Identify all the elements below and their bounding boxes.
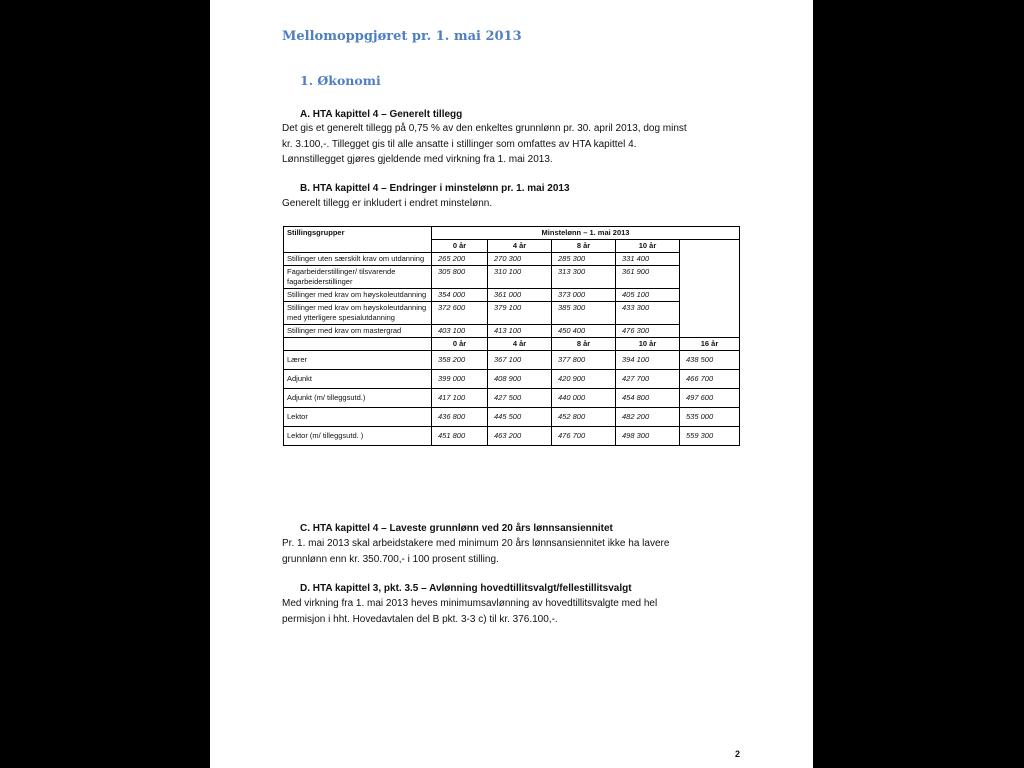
table-cell: 354 000 — [432, 289, 488, 302]
paragraph-line: Med virkning fra 1. mai 2013 heves minimumsavlønning av hovedtillitsvalgte med hel — [282, 598, 658, 609]
table-header-row — [284, 227, 740, 240]
table-cell: 466 700 — [680, 370, 740, 389]
year-header: 0 år — [432, 338, 488, 351]
table-cell: 373 000 — [552, 289, 616, 302]
year-header: 4 år — [488, 338, 552, 351]
row-label: Lektor (m/ tilleggsutd. ) — [284, 427, 432, 446]
table-cell: 270 300 — [488, 253, 552, 266]
table-cell: 361 000 — [488, 289, 552, 302]
table-cell: 438 500 — [680, 351, 740, 370]
paragraph-line: Det gis et generelt tillegg på 0,75 % av den enkeltes grunnlønn pr. 30. april 2013, dog minst — [282, 123, 687, 134]
year-header: 10 år — [616, 240, 680, 253]
table-cell: 403 100 — [432, 325, 488, 338]
heading-d: D. HTA kapittel 3, pkt. 3.5 – Avlønning hovedtillitsvalgt/fellestillitsvalgt — [300, 583, 632, 594]
table-cell: 559 300 — [680, 427, 740, 446]
empty-cell — [680, 240, 740, 338]
table-cell: 436 800 — [432, 408, 488, 427]
row-label: Lektor — [284, 408, 432, 427]
table-row — [284, 389, 740, 408]
table-cell: 305 800 — [432, 266, 488, 289]
row-label: Stillinger med krav om høyskoleutdanning — [284, 289, 432, 302]
table-row — [284, 370, 740, 389]
table-cell: 427 500 — [488, 389, 552, 408]
paragraph-line: kr. 3.100,-. Tillegget gis til alle ansatte i stillinger som omfattes av HTA kapittel 4. — [282, 138, 637, 150]
table-cell: 372 600 — [432, 302, 488, 325]
table-cell: 385 300 — [552, 302, 616, 325]
table-header-row — [284, 338, 740, 351]
table-cell: 452 800 — [552, 408, 616, 427]
year-header: 4 år — [488, 240, 552, 253]
table-cell: 408 900 — [488, 370, 552, 389]
table-cell: 379 100 — [488, 302, 552, 325]
table-cell: 482 200 — [616, 408, 680, 427]
table-row — [284, 253, 740, 266]
table-cell: 498 300 — [616, 427, 680, 446]
heading-a: A. HTA kapittel 4 – Generelt tillegg — [300, 109, 463, 120]
year-header: 8 år — [552, 240, 616, 253]
empty-cell — [284, 338, 432, 351]
table-cell: 417 100 — [432, 389, 488, 408]
table-cell: 358 200 — [432, 351, 488, 370]
table-cell: 310 100 — [488, 266, 552, 289]
table-row — [284, 289, 740, 302]
heading-b: B. HTA kapittel 4 – Endringer i minstelønn pr. 1. mai 2013 — [300, 183, 570, 194]
table-row — [284, 325, 740, 338]
paragraph-b — [282, 196, 492, 212]
table-cell: 451 800 — [432, 427, 488, 446]
table-cell: 463 200 — [488, 427, 552, 446]
section-heading-okonomi: 1. Økonomi — [300, 73, 381, 88]
table-cell: 377 800 — [552, 351, 616, 370]
paragraph-line: permisjon i hht. Hovedavtalen del B pkt. 3-3 c) til kr. 376.100,-. — [282, 613, 558, 625]
table-cell: 535 000 — [680, 408, 740, 427]
year-header: 8 år — [552, 338, 616, 351]
row-label: Stillinger med krav om høyskoleutdanning med ytterligere spesialutdanning — [284, 302, 432, 325]
table-row — [284, 351, 740, 370]
table-cell: 331 400 — [616, 253, 680, 266]
year-header: 0 år — [432, 240, 488, 253]
document-title: Mellomoppgjøret pr. 1. mai 2013 — [282, 29, 522, 44]
table-cell: 367 100 — [488, 351, 552, 370]
page-number: 2 — [735, 749, 741, 759]
row-label: Lærer — [284, 351, 432, 370]
table-cell: 476 300 — [616, 325, 680, 338]
paragraph-d — [282, 596, 657, 627]
paragraph-line: grunnlønn enn kr. 350.700,- i 100 prosent stilling. — [282, 553, 499, 565]
paragraph-c — [282, 536, 669, 567]
row-label: Stillinger uten særskilt krav om utdanning — [284, 253, 432, 266]
table-cell: 454 800 — [616, 389, 680, 408]
table-cell: 394 100 — [616, 351, 680, 370]
table-cell: 405 100 — [616, 289, 680, 302]
table-row — [284, 266, 740, 289]
table-cell: 285 300 — [552, 253, 616, 266]
table-cell: 420 900 — [552, 370, 616, 389]
table-cell: 313 300 — [552, 266, 616, 289]
table-cell: 413 100 — [488, 325, 552, 338]
row-label: Adjunkt (m/ tilleggsutd.) — [284, 389, 432, 408]
table-cell: 440 000 — [552, 389, 616, 408]
table-row — [284, 408, 740, 427]
row-label: Fagarbeiderstillinger/ tilsvarende fagarbeiderstillinger — [284, 266, 432, 289]
table-cell: 497 600 — [680, 389, 740, 408]
column-header-stillingsgrupper: Stillingsgrupper — [284, 227, 432, 253]
year-header: 10 år — [616, 338, 680, 351]
year-header: 16 år — [680, 338, 740, 351]
row-label: Adjunkt — [284, 370, 432, 389]
heading-c: C. HTA kapittel 4 – Laveste grunnlønn ved 20 års lønnsansiennitet — [300, 523, 613, 534]
table-row — [284, 427, 740, 446]
table-cell: 399 000 — [432, 370, 488, 389]
table-cell: 427 700 — [616, 370, 680, 389]
table-cell: 433 300 — [616, 302, 680, 325]
document-page — [210, 0, 813, 768]
minimum-wage-table — [283, 226, 740, 446]
table-cell: 361 900 — [616, 266, 680, 289]
column-header-minstelonn: Minstelønn – 1. mai 2013 — [432, 227, 740, 240]
table-cell: 450 400 — [552, 325, 616, 338]
table-cell: 265 200 — [432, 253, 488, 266]
table-cell: 476 700 — [552, 427, 616, 446]
paragraph-a — [282, 121, 687, 168]
row-label: Stillinger med krav om mastergrad — [284, 325, 432, 338]
table-cell: 445 500 — [488, 408, 552, 427]
paragraph-line: Pr. 1. mai 2013 skal arbeidstakere med minimum 20 års lønnsansiennitet ikke ha lavere — [282, 538, 670, 549]
table-row — [284, 302, 740, 325]
paragraph-line: Lønnstillegget gjøres gjeldende med virkning fra 1. mai 2013. — [282, 154, 553, 165]
paragraph-line: Generelt tillegg er inkludert i endret minstelønn. — [282, 198, 493, 209]
